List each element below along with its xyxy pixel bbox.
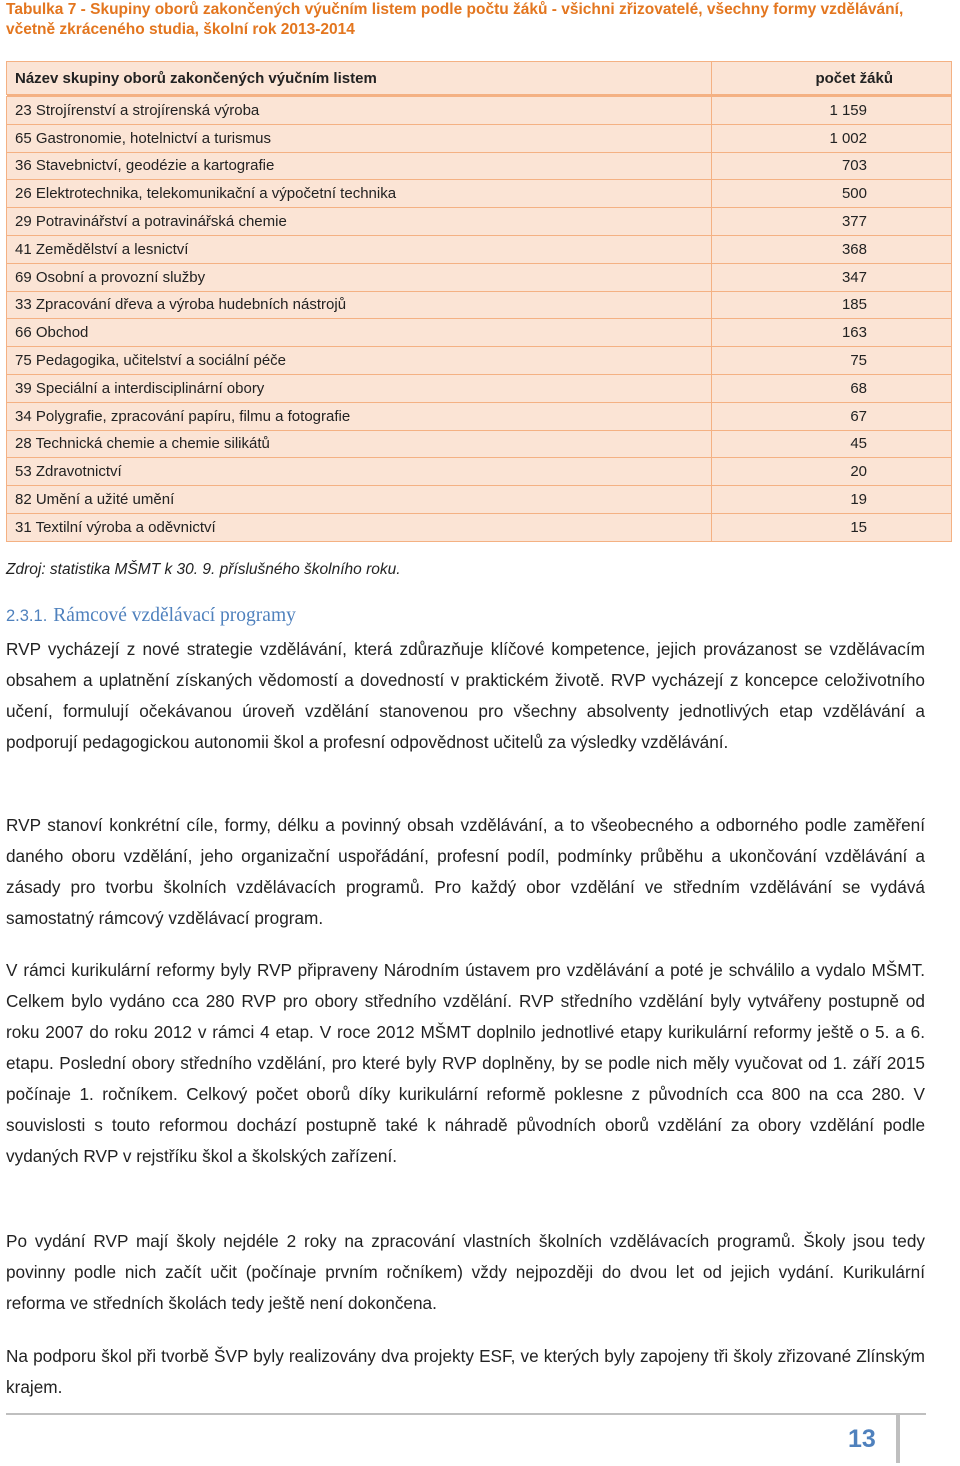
section-title: Rámcové vzdělávací programy <box>53 605 296 626</box>
section-heading <box>6 605 296 627</box>
row-name: 41 Zemědělství a lesnictví <box>7 235 712 263</box>
table-row <box>7 97 952 125</box>
row-count: 20 <box>712 458 952 486</box>
row-count: 75 <box>712 347 952 375</box>
row-count: 185 <box>712 291 952 319</box>
table-row <box>7 208 952 236</box>
row-count: 68 <box>712 374 952 402</box>
table-row <box>7 319 952 347</box>
page-number-bar <box>896 1413 900 1463</box>
row-count: 67 <box>712 402 952 430</box>
row-name: 75 Pedagogika, učitelství a sociální péče <box>7 347 712 375</box>
row-count: 347 <box>712 263 952 291</box>
row-name: 69 Osobní a provozní služby <box>7 263 712 291</box>
row-name: 26 Elektrotechnika, telekomunikační a výpočetní technika <box>7 180 712 208</box>
header-count: počet žáků <box>712 62 952 95</box>
table-row <box>7 180 952 208</box>
row-count: 703 <box>712 152 952 180</box>
table-source: Zdroj: statistika MŠMT k 30. 9. příslušného školního roku. <box>6 561 401 578</box>
table-row <box>7 235 952 263</box>
row-count: 45 <box>712 430 952 458</box>
row-name: 23 Strojírenství a strojírenská výroba <box>7 97 712 125</box>
row-count: 368 <box>712 235 952 263</box>
table-row <box>7 374 952 402</box>
table-row <box>7 291 952 319</box>
paragraph-1: RVP vycházejí z nové strategie vzdělávání, která zdůrazňuje klíčové kompetence, jejich provázanost se vzdělávacím obsahem a uplatnění získaných vědomostí a dovedností v praktickém životě. RVP vycházejí z koncepce celoživotního učení, formulují očekávanou úroveň vzdělání stanovenou pro všechny absolventy jednotlivých etap vzdělávání a podporují pedagogickou autonomii škol a profesní odpovědnost učitelů za výsledky vzdělávání. <box>6 639 925 752</box>
row-count: 163 <box>712 319 952 347</box>
footer-divider <box>6 1413 926 1415</box>
table-row <box>7 402 952 430</box>
table-row <box>7 124 952 152</box>
row-name: 65 Gastronomie, hotelnictví a turismus <box>7 124 712 152</box>
row-name: 66 Obchod <box>7 319 712 347</box>
row-count: 377 <box>712 208 952 236</box>
paragraph-2: RVP stanoví konkrétní cíle, formy, délku a povinný obsah vzdělávání, a to všeobecného a odborného podle zaměření daného oboru vzdělání, jeho organizační uspořádání, profesní podíl, podmínky průběhu a ukončování vzdělávání a zásady pro tvorbu školních vzdělávacích programů. Pro každý obor vzdělání ve středním vzdělávání se vydává samostatný rámcový vzdělávací program. <box>6 815 925 928</box>
row-count: 1 002 <box>712 124 952 152</box>
page-number: 13 <box>848 1425 876 1453</box>
table-header-row <box>7 62 952 95</box>
table-row <box>7 152 952 180</box>
table-row <box>7 263 952 291</box>
students-table <box>6 61 952 542</box>
paragraph-5: Na podporu škol při tvorbě ŠVP byly realizovány dva projekty ESF, ve kterých byly zapojeny tři školy zřizované Zlínským krajem. <box>6 1346 925 1397</box>
paragraph-3: V rámci kurikulární reformy byly RVP připraveny Národním ústavem pro vzdělávání a poté je schválilo a vydalo MŠMT. Celkem bylo vydáno cca 280 RVP pro obory středního vzdělání. RVP středního vzdělání byly vytvářeny postupně od roku 2007 do roku 2012 v rámci 4 etap. V roce 2012 MŠMT doplnilo jednotlivé etapy kurikulární reformy ještě o 5. a 6. etapu. Poslední obory středního vzdělání, pro které byly RVP doplněny, by se podle nich měly vyučovat od 1. září 2015 počínaje 1. ročníkem. Celkový počet oborů díky kurikulární reformě poklesne z původních cca 800 na cca 280. V souvislosti s touto reformou dochází postupně také k náhradě původních oborů vzdělání za obory vzdělání podle vydaných RVP v rejstříku škol a školských zařízení. <box>6 960 925 1166</box>
table-row <box>7 513 952 541</box>
row-count: 1 159 <box>712 97 952 125</box>
section-number: 2.3.1. <box>6 607 48 625</box>
row-name: 34 Polygrafie, zpracování papíru, filmu a fotografie <box>7 402 712 430</box>
row-name: 82 Umění a užité umění <box>7 486 712 514</box>
row-name: 39 Speciální a interdisciplinární obory <box>7 374 712 402</box>
table-row <box>7 486 952 514</box>
table-row <box>7 430 952 458</box>
row-name: 31 Textilní výroba a oděvnictví <box>7 513 712 541</box>
row-name: 36 Stavebnictví, geodézie a kartografie <box>7 152 712 180</box>
row-name: 33 Zpracování dřeva a výroba hudebních nástrojů <box>7 291 712 319</box>
row-name: 29 Potravinářství a potravinářská chemie <box>7 208 712 236</box>
row-name: 28 Technická chemie a chemie silikátů <box>7 430 712 458</box>
table-caption: Tabulka 7 - Skupiny oborů zakončených výučním listem podle počtu žáků - všichni zřizovatelé, všechny formy vzdělávání, včetně zkráceného studia, školní rok 2013-2014 <box>6 1 904 38</box>
table-row <box>7 347 952 375</box>
row-count: 19 <box>712 486 952 514</box>
row-count: 500 <box>712 180 952 208</box>
paragraph-4: Po vydání RVP mají školy nejdéle 2 roky na zpracování vlastních školních vzdělávacích programů. Školy jsou tedy povinny podle nich začít učit (počínaje prvním ročníkem) vždy nejpozději do dvou let od jejich vydání. Kurikulární reforma ve středních školách tedy ještě není dokončena. <box>6 1231 925 1313</box>
row-count: 15 <box>712 513 952 541</box>
table-row <box>7 458 952 486</box>
header-name: Název skupiny oborů zakončených výučním listem <box>7 62 712 95</box>
row-name: 53 Zdravotnictví <box>7 458 712 486</box>
